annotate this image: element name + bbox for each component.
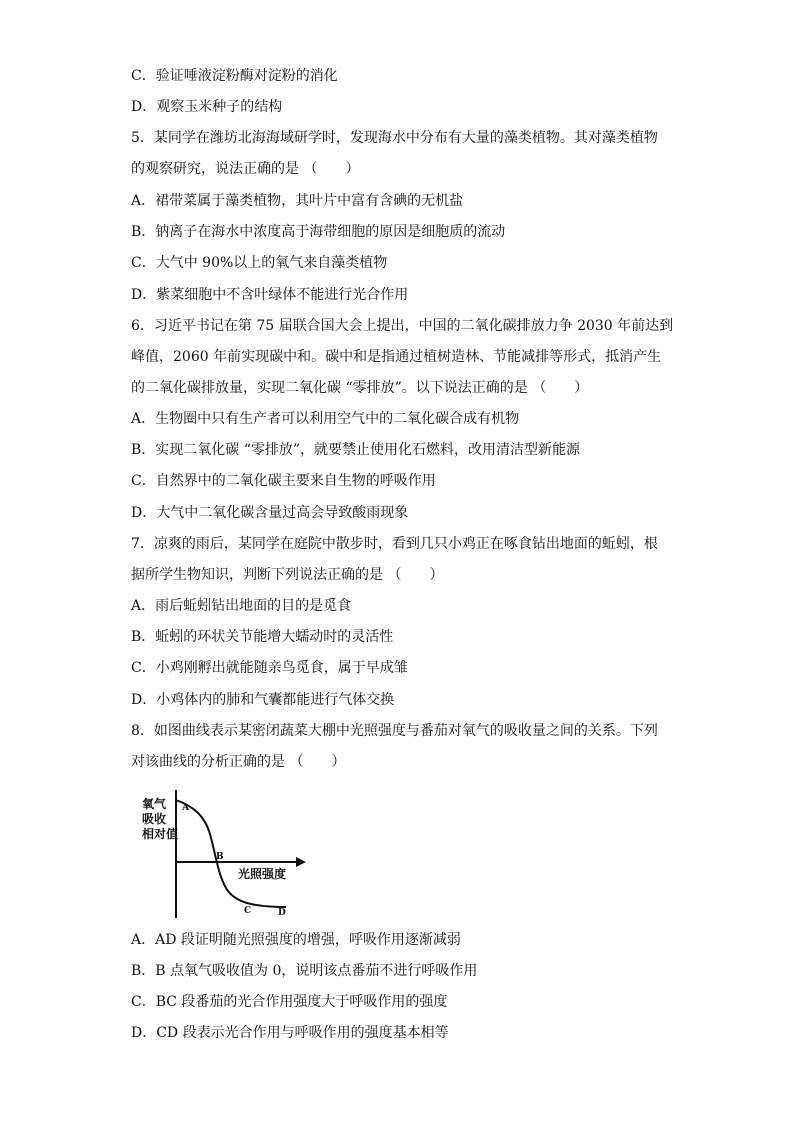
text-line: C．BC 段番茄的光合作用强度大于呼吸作用的强度 xyxy=(131,994,448,1010)
text-line: A．生物圈中只有生产者可以利用空气中的二氧化碳合成有机物 xyxy=(131,411,520,427)
text-line: A．雨后蚯蚓钻出地面的目的是觅食 xyxy=(131,598,352,614)
point-label-b: B xyxy=(216,852,224,862)
text-line: 对该曲线的分析正确的是 （ ） xyxy=(131,754,346,770)
curve xyxy=(176,800,286,907)
text-line: B．蚯蚓的环状关节能增大蠕动时的灵活性 xyxy=(131,629,394,645)
x-axis-label: 光照强度 xyxy=(238,867,287,881)
x-axis-arrow xyxy=(296,857,306,867)
y-axis-label-line: 吸收 xyxy=(142,812,167,826)
oxygen-absorption-graph xyxy=(140,786,320,926)
text-line: 5．某同学在潍坊北海海域研学时，发现海水中分布有大量的藻类植物。其对藻类植物 xyxy=(131,130,658,146)
text-line: A．AD 段证明随光照强度的增强，呼吸作用逐渐减弱 xyxy=(131,932,461,948)
text-line: C．大气中 90%以上的氧气来自藻类植物 xyxy=(131,255,388,271)
point-label-a: A xyxy=(182,803,189,813)
text-line: D．紫菜细胞中不含叶绿体不能进行光合作用 xyxy=(131,287,409,303)
text-line: D．大气中二氧化碳含量过高会导致酸雨现象 xyxy=(131,505,409,521)
text-line: C．自然界中的二氧化碳主要来自生物的呼吸作用 xyxy=(131,473,436,489)
text-line: B．B 点氧气吸收值为 0，说明该点番茄不进行呼吸作用 xyxy=(131,963,478,979)
text-line: 7．凉爽的雨后，某同学在庭院中散步时，看到几只小鸡正在啄食钻出地面的蚯蚓，根 xyxy=(131,536,658,552)
text-line: 的观察研究，说法正确的是 （ ） xyxy=(131,161,360,177)
text-line: 峰值，2060 年前实现碳中和。碳中和是指通过植树造林、节能减排等形式，抵消产生 xyxy=(131,349,662,365)
text-line: B．实现二氧化碳 “零排放”，就要禁止使用化石燃料，改用清洁型新能源 xyxy=(131,442,581,458)
text-line: A．裙带菜属于藻类植物，其叶片中富有含碘的无机盐 xyxy=(131,193,464,209)
text-line: 6．习近平书记在第 75 届联合国大会上提出，中国的二氧化碳排放力争 2030 年前达到 xyxy=(131,318,674,334)
text-line: C．验证唾液淀粉酶对淀粉的消化 xyxy=(131,68,338,84)
text-line: 的二氧化碳排放量，实现二氧化碳 “零排放”。以下说法正确的是 （ ） xyxy=(131,380,589,396)
text-line: 8．如图曲线表示某密闭蔬菜大棚中光照强度与番茄对氧气的吸收量之间的关系。下列 xyxy=(131,723,658,739)
text-line: D．小鸡体内的肺和气囊都能进行气体交换 xyxy=(131,692,395,708)
text-line: D．CD 段表示光合作用与呼吸作用的强度基本相等 xyxy=(131,1025,449,1041)
text-line: D．观察玉米种子的结构 xyxy=(131,99,283,115)
y-axis-label-line: 相对值 xyxy=(142,827,179,841)
text-line: C．小鸡刚孵出就能随亲鸟觅食，属于早成雏 xyxy=(131,660,408,676)
text-line: B．钠离子在海水中浓度高于海带细胞的原因是细胞质的流动 xyxy=(131,224,506,240)
point-label-c: C xyxy=(244,906,252,916)
point-label-d: D xyxy=(278,908,286,918)
y-axis-label-line: 氧气 xyxy=(142,797,167,811)
text-line: 据所学生物知识，判断下列说法正确的是 （ ） xyxy=(131,567,444,583)
